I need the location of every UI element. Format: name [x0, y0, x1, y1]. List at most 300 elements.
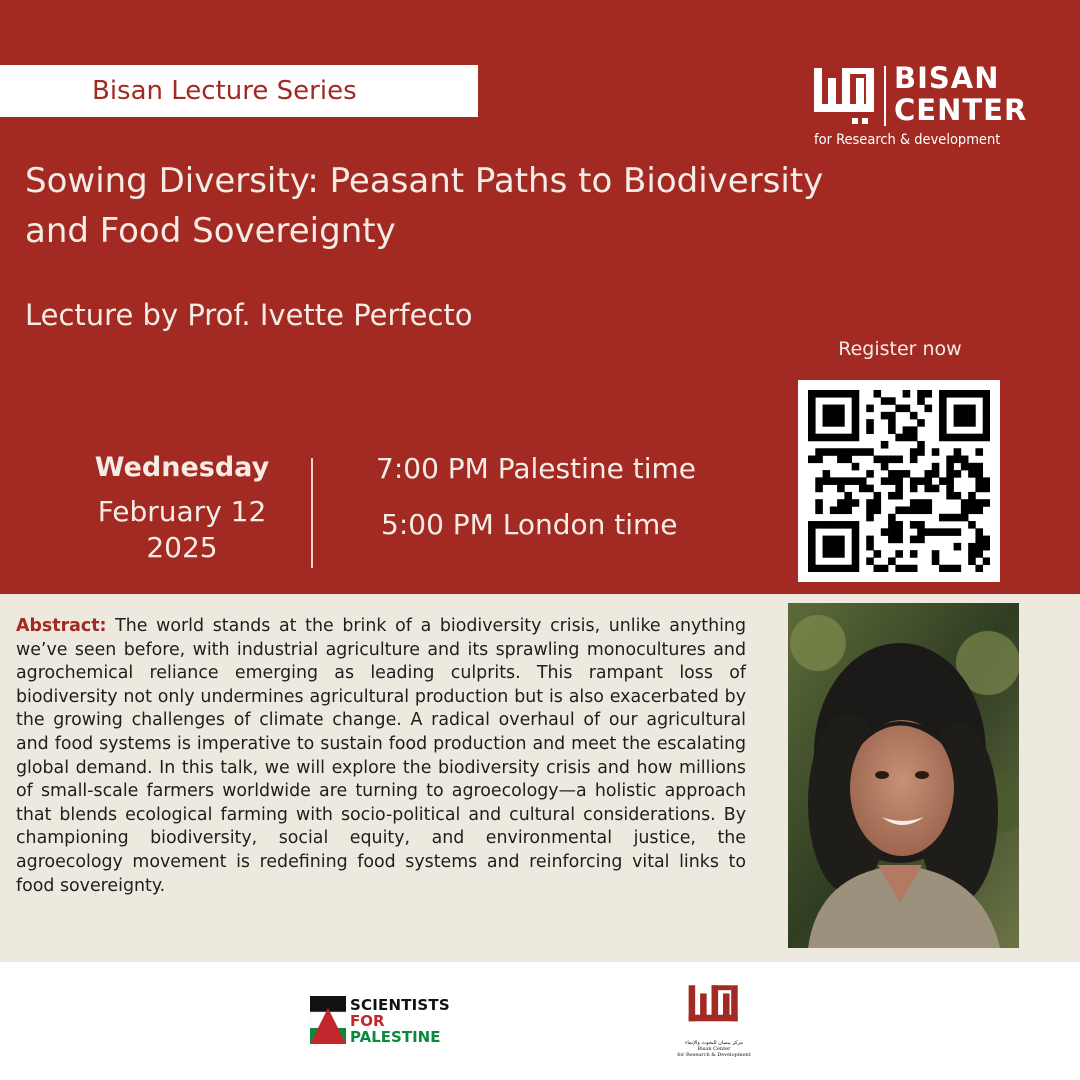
qr-module [932, 550, 940, 558]
qr-module [968, 499, 976, 507]
qr-module [895, 434, 903, 442]
qr-module [975, 390, 983, 398]
qr-module [895, 456, 903, 464]
qr-module [983, 390, 990, 398]
qr-module [888, 514, 896, 522]
qr-module [852, 463, 860, 471]
qr-module [874, 506, 882, 514]
qr-module [888, 492, 896, 500]
qr-module [844, 521, 852, 529]
qr-module [910, 448, 918, 456]
qr-module [983, 477, 990, 485]
qr-module [852, 521, 860, 529]
qr-module [968, 470, 976, 478]
event-date: February 12 2025 [97, 495, 267, 564]
qr-module [968, 412, 976, 420]
qr-module [830, 506, 838, 514]
qr-module [852, 543, 860, 551]
qr-module [823, 477, 831, 485]
qr-module [815, 448, 823, 456]
qr-module [895, 536, 903, 544]
qr-module [815, 485, 823, 493]
qr-module [932, 470, 940, 478]
qr-module [910, 521, 918, 529]
qr-module [866, 448, 874, 456]
qr-module [946, 528, 954, 536]
qr-module [939, 565, 947, 572]
qr-module [910, 426, 918, 434]
qr-module [852, 397, 860, 405]
event-day: Wednesday [94, 452, 270, 483]
qr-module [830, 419, 838, 427]
qr-module [903, 434, 911, 442]
qr-module [983, 557, 990, 565]
qr-module [968, 557, 976, 565]
qr-module [961, 405, 969, 413]
qr-module [852, 550, 860, 558]
qr-module [837, 448, 845, 456]
qr-module [815, 477, 823, 485]
qr-module [932, 557, 940, 565]
qr-module [888, 470, 896, 478]
qr-module [815, 506, 823, 514]
qr-module [866, 557, 874, 565]
qr-module [917, 521, 925, 529]
qr-module [852, 565, 860, 572]
qr-module [852, 405, 860, 413]
qr-module [837, 550, 845, 558]
qr-module [881, 528, 889, 536]
qr-module [866, 470, 874, 478]
qr-module [830, 412, 838, 420]
qr-module [866, 536, 874, 544]
qr-module [866, 499, 874, 507]
qr-module [866, 419, 874, 427]
qr-module [946, 456, 954, 464]
qr-module [881, 397, 889, 405]
qr-module [895, 528, 903, 536]
qr-module [830, 434, 838, 442]
qr-module [903, 390, 911, 398]
qr-module [983, 419, 990, 427]
qr-module [866, 506, 874, 514]
qr-module [968, 434, 976, 442]
qr-module [852, 528, 860, 536]
qr-module [823, 412, 831, 420]
qr-module [830, 405, 838, 413]
qr-module [939, 405, 947, 413]
qr-module [954, 405, 962, 413]
qr-module [837, 390, 845, 398]
qr-module [939, 412, 947, 420]
qr-module [859, 485, 867, 493]
qr-module [830, 565, 838, 572]
qr-module [895, 477, 903, 485]
qr-module [852, 477, 860, 485]
qr-module [888, 456, 896, 464]
qr-module [910, 499, 918, 507]
qr-module [888, 536, 896, 544]
qr-module [815, 390, 823, 398]
qr-module [939, 528, 947, 536]
qr-module [837, 456, 845, 464]
qr-module [808, 557, 816, 565]
qr-module [874, 456, 882, 464]
qr-module [844, 390, 852, 398]
qr-module [895, 485, 903, 493]
qr-module [924, 499, 932, 507]
qr-module [844, 492, 852, 500]
qr-module [932, 485, 940, 493]
qr-module [961, 463, 969, 471]
qr-module [983, 412, 990, 420]
qr-module [808, 390, 816, 398]
qr-module [837, 543, 845, 551]
qr-module [823, 390, 831, 398]
qr-module [874, 565, 882, 572]
qr-module [808, 456, 816, 464]
qr-module [954, 470, 962, 478]
series-label-bar [0, 65, 478, 117]
qr-module [917, 499, 925, 507]
qr-module [917, 448, 925, 456]
qr-module [932, 448, 940, 456]
qr-module [975, 499, 983, 507]
qr-module [844, 434, 852, 442]
qr-module [961, 434, 969, 442]
speaker-portrait-image [788, 603, 1019, 948]
qr-module [837, 412, 845, 420]
qr-module [844, 499, 852, 507]
qr-module [844, 506, 852, 514]
qr-module [823, 434, 831, 442]
qr-module [823, 543, 831, 551]
qr-module [859, 477, 867, 485]
qr-module [946, 485, 954, 493]
qr-module [852, 434, 860, 442]
qr-module [852, 557, 860, 565]
qr-module [954, 419, 962, 427]
qr-module [968, 550, 976, 558]
qr-module [975, 565, 983, 572]
qr-module [924, 405, 932, 413]
qr-module [975, 463, 983, 471]
qr-module [823, 536, 831, 544]
qr-module [975, 434, 983, 442]
qr-code-icon [808, 390, 990, 572]
qr-module [910, 485, 918, 493]
qr-module [808, 565, 816, 572]
qr-module [903, 470, 911, 478]
qr-module [924, 390, 932, 398]
qr-module [903, 426, 911, 434]
qr-module [975, 528, 983, 536]
qr-module [881, 412, 889, 420]
qr-module [924, 506, 932, 514]
qr-module [961, 506, 969, 514]
qr-module [881, 565, 889, 572]
qr-module [815, 521, 823, 529]
qr-module [844, 448, 852, 456]
qr-module [968, 390, 976, 398]
qr-module [808, 528, 816, 536]
qr-module [975, 485, 983, 493]
qr-module [939, 514, 947, 522]
time-london: 5:00 PM London time [381, 508, 678, 541]
qr-module [954, 565, 962, 572]
qr-module [895, 405, 903, 413]
qr-module [874, 390, 882, 398]
qr-module [808, 521, 816, 529]
qr-module [939, 390, 947, 398]
time-palestine: 7:00 PM Palestine time [376, 452, 696, 485]
qr-module [954, 514, 962, 522]
qr-module [808, 419, 816, 427]
qr-module [837, 477, 845, 485]
qr-module [808, 434, 816, 442]
qr-module [975, 550, 983, 558]
qr-module [852, 412, 860, 420]
qr-module [815, 456, 823, 464]
qr-module [903, 565, 911, 572]
qr-module [895, 521, 903, 529]
qr-module [808, 543, 816, 551]
qr-module [830, 448, 838, 456]
qr-module [954, 528, 962, 536]
qr-module [895, 492, 903, 500]
qr-module [954, 412, 962, 420]
qr-module [983, 405, 990, 413]
qr-module [823, 448, 831, 456]
qr-module [939, 434, 947, 442]
qr-module [968, 521, 976, 529]
qr-module [837, 419, 845, 427]
qr-module [961, 412, 969, 420]
qr-module [874, 492, 882, 500]
qr-module [837, 506, 845, 514]
qr-module [852, 419, 860, 427]
qr-module [837, 485, 845, 493]
qr-module [852, 390, 860, 398]
qr-module [903, 405, 911, 413]
qr-module [844, 565, 852, 572]
qr-module [830, 477, 838, 485]
qr-module [968, 492, 976, 500]
qr-module [961, 514, 969, 522]
qr-module [874, 550, 882, 558]
qr-module [852, 448, 860, 456]
register-label: Register now [838, 338, 962, 360]
qr-module [808, 412, 816, 420]
qr-module [946, 463, 954, 471]
bisan-logo-mark-icon [812, 64, 878, 130]
qr-module [837, 565, 845, 572]
qr-module [954, 434, 962, 442]
qr-module [946, 492, 954, 500]
qr-module [917, 506, 925, 514]
abstract-lead: Abstract: [16, 616, 107, 636]
qr-module [983, 499, 990, 507]
qr-module [983, 434, 990, 442]
qr-module [823, 521, 831, 529]
qr-module [910, 536, 918, 544]
qr-module [808, 397, 816, 405]
qr-module [895, 470, 903, 478]
qr-module [888, 528, 896, 536]
qr-module [939, 426, 947, 434]
lecture-title: Sowing Diversity: Peasant Paths to Biodiversity and Food Sovereignty [25, 161, 824, 251]
qr-module [888, 426, 896, 434]
qr-module [917, 441, 925, 449]
qr-module [852, 426, 860, 434]
qr-module [939, 477, 947, 485]
qr-module [823, 419, 831, 427]
qr-module [910, 456, 918, 464]
registration-qr-code[interactable] [798, 380, 1000, 582]
qr-module [852, 536, 860, 544]
qr-module [975, 448, 983, 456]
palestine-flag-icon [310, 996, 346, 1044]
qr-module [830, 550, 838, 558]
qr-module [852, 499, 860, 507]
qr-module [983, 426, 990, 434]
qr-module [946, 565, 954, 572]
qr-module [917, 397, 925, 405]
qr-module [924, 470, 932, 478]
qr-module [975, 506, 983, 514]
bisan-center-footer-logo: مركز بيسان للبحوث والإنماء Bisan Center for Research & Development [676, 982, 752, 1064]
qr-module [844, 477, 852, 485]
scientists-for-palestine-logo: SCIENTISTS FOR PALESTINE [310, 996, 460, 1046]
qr-module [910, 506, 918, 514]
qr-module [823, 470, 831, 478]
qr-module [932, 528, 940, 536]
qr-module [808, 405, 816, 413]
qr-module [975, 543, 983, 551]
abstract-text [16, 615, 746, 898]
qr-module [968, 463, 976, 471]
qr-module [917, 390, 925, 398]
qr-module [961, 419, 969, 427]
qr-module [859, 448, 867, 456]
lecturer-name: Lecture by Prof. Ivette Perfecto [25, 298, 473, 332]
qr-module [815, 434, 823, 442]
qr-module [961, 499, 969, 507]
qr-module [837, 521, 845, 529]
qr-module [983, 485, 990, 493]
qr-module [866, 426, 874, 434]
qr-module [866, 543, 874, 551]
qr-module [808, 536, 816, 544]
qr-module [954, 492, 962, 500]
qr-module [881, 477, 889, 485]
qr-module [815, 499, 823, 507]
qr-module [946, 390, 954, 398]
qr-module [946, 470, 954, 478]
qr-module [888, 477, 896, 485]
qr-module [830, 390, 838, 398]
qr-module [975, 470, 983, 478]
logo-name: BISAN CENTER [894, 61, 1028, 127]
qr-module [961, 456, 969, 464]
qr-module [895, 506, 903, 514]
logo-tagline: for Research & development [814, 132, 1001, 148]
qr-module [983, 543, 990, 551]
qr-module [910, 412, 918, 420]
abstract-body: The world stands at the brink of a biodiversity crisis, unlike anything we’ve seen before, with industrial agriculture and its sprawling monocultures and agrochemical reliance emerging as leading culprits. This rampant loss of biodiversity not only undermines agricultural production but is also exacerbated by the growing challenges of climate change. A radical overhaul of our agricultural and food systems is imperative to sustain food production and meet the escalating global demand. In this talk, we will explore the biodiversity crisis and how millions of small-scale farmers worldwide are turning to agroecology—a holistic approach that blends ecological farming with socio-political and cultural considerations. By championing biodiversity, social equity, and environmental justice, the agroecology movement is redefining food systems and reinforcing vital links to food sovereignty. [16, 616, 746, 896]
qr-module [910, 550, 918, 558]
qr-module [946, 514, 954, 522]
qr-module [924, 477, 932, 485]
qr-module [866, 514, 874, 522]
qr-module [961, 390, 969, 398]
qr-module [895, 565, 903, 572]
qr-module [888, 557, 896, 565]
qr-module [808, 426, 816, 434]
qr-module [881, 441, 889, 449]
qr-module [968, 405, 976, 413]
qr-module [910, 565, 918, 572]
qr-module [808, 550, 816, 558]
qr-module [917, 477, 925, 485]
qr-module [823, 550, 831, 558]
qr-module [924, 485, 932, 493]
qr-module [954, 456, 962, 464]
qr-module [874, 499, 882, 507]
qr-module [881, 456, 889, 464]
qr-module [939, 397, 947, 405]
qr-module [954, 448, 962, 456]
speaker-photo [788, 603, 1019, 948]
qr-module [815, 565, 823, 572]
qr-module [924, 528, 932, 536]
qr-module [881, 463, 889, 471]
qr-module [888, 412, 896, 420]
qr-module [968, 506, 976, 514]
qr-module [983, 397, 990, 405]
qr-module [903, 506, 911, 514]
qr-module [837, 536, 845, 544]
qr-module [983, 536, 990, 544]
qr-module [888, 521, 896, 529]
qr-module [837, 499, 845, 507]
logo-divider [884, 66, 886, 126]
series-label: Bisan Lecture Series [92, 76, 357, 106]
qr-module [954, 390, 962, 398]
qr-module [823, 405, 831, 413]
bisan-center-logo [812, 61, 1028, 154]
qr-module [917, 536, 925, 544]
qr-module [888, 397, 896, 405]
date-time-divider [311, 458, 313, 568]
qr-module [830, 521, 838, 529]
qr-module [823, 565, 831, 572]
qr-module [975, 536, 983, 544]
qr-module [946, 477, 954, 485]
qr-module [975, 477, 983, 485]
qr-module [895, 550, 903, 558]
qr-module [866, 405, 874, 413]
bisan-logo-mark-icon [687, 982, 741, 1036]
qr-module [968, 419, 976, 427]
qr-module [954, 543, 962, 551]
qr-module [917, 419, 925, 427]
qr-module [917, 528, 925, 536]
qr-module [946, 434, 954, 442]
qr-module [932, 463, 940, 471]
qr-module [910, 434, 918, 442]
qr-module [888, 419, 896, 427]
